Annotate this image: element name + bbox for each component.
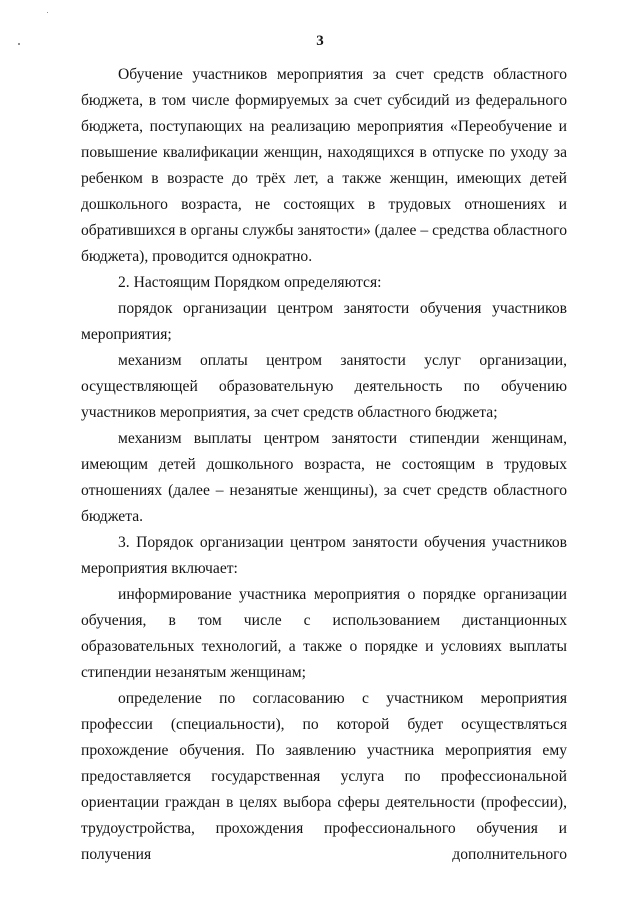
paragraph: информирование участника мероприятия о порядке организации обучения, в том числе с использованием дистанционных образовательных технологий, а также о порядке и условиях выплаты стипендии незанятым женщинам; <box>81 586 567 681</box>
paragraph: механизм оплаты центром занятости услуг организации, осуществляющей образовательную деятельность по обучению участников мероприятия, за счет средств областного бюджета; <box>81 352 567 421</box>
paragraph: 3. Порядок организации центром занятости обучения участников мероприятия включает: <box>81 534 567 577</box>
paragraph: механизм выплаты центром занятости стипендии женщинам, имеющим детей дошкольного возраста, не состоящим в трудовых отношениях (далее – незанятые женщины), за счет средств областного бюджета. <box>81 430 567 525</box>
scan-speck <box>47 12 48 13</box>
paragraph: Обучение участников мероприятия за счет средств областного бюджета, в том числе формируемых за счет субсидий из федерального бюджета, поступающих на реализацию мероприятия «Переобучение и повышение квалификации женщин, находящихся в отпуске по уходу за ребенком в возрасте до трёх лет, а также женщин, имеющих детей дошкольного возраста, не состоящих в трудовых отношениях и обратившихся в органы службы занятости» (далее – средства областного бюджета), проводится однократно. <box>81 66 567 265</box>
page-number: 3 <box>316 33 324 49</box>
paragraph: порядок организации центром занятости обучения участников мероприятия; <box>81 300 567 343</box>
paragraph: 2. Настоящим Порядком определяются: <box>118 274 382 291</box>
document-body <box>81 62 567 868</box>
paragraph: определение по согласованию с участником мероприятия профессии (специальности), по которой будет осуществляться прохождение обучения. По заявлению участника мероприятия ему предоставляется государственная услуга по профессиональной ориентации граждан в целях выбора сферы деятельности (профессии), трудоустройства, прохождения профессионального обучения и получения дополнительного <box>81 690 567 863</box>
